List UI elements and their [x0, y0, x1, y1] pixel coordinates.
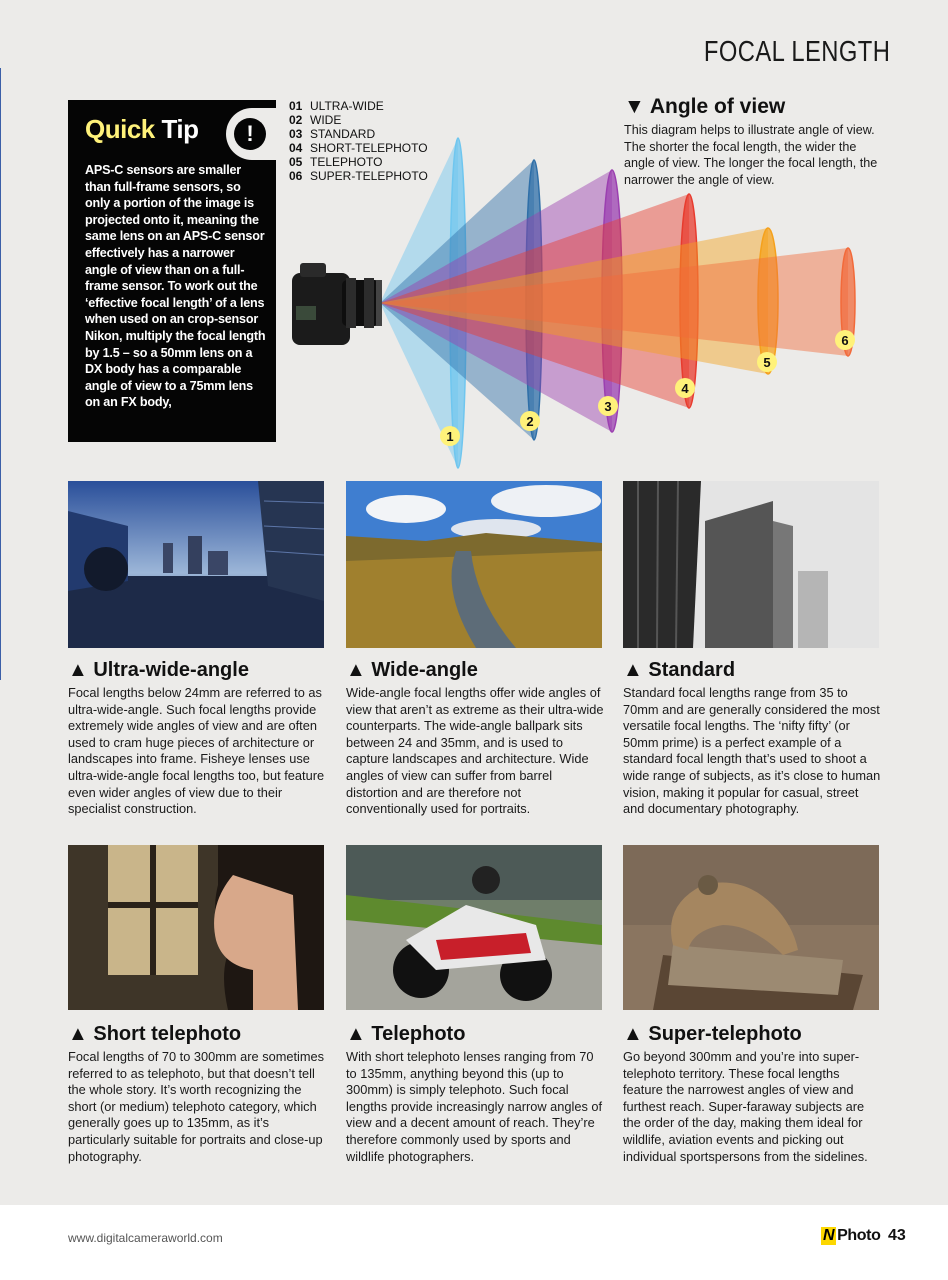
list-item: 06 SUPER-TELEPHOTO: [289, 168, 428, 183]
quick-tip-badge: [226, 108, 278, 160]
quick-tip-body: APS-C sensors are smaller than full-frame sensors, so only a portion of the image is projected onto it, meaning the same lens on an APS-C sensor effectively has a narrower angle of view than on a full-frame sensor. To work out the ‘effective focal length’ of a lens when used on an crop-sensor Nikon, multiply the focal length by 1.5 – so a 50mm lens on a DX body has a comparable angle of view to a 75mm lens on an FX body,: [85, 163, 266, 410]
lens-marker-label-2: 2: [526, 414, 534, 429]
quick-tip-title: [85, 114, 199, 145]
card-title-standard: ▲ Standard: [623, 659, 736, 681]
quick-tip-title-quick: Quick: [85, 114, 155, 144]
list-item: 04 SHORT-TELEPHOTO: [289, 140, 428, 155]
triangle-up-icon: ▲: [68, 1023, 88, 1045]
exclamation-icon: !: [234, 118, 266, 150]
photo-wide-angle: [346, 481, 602, 648]
photo-standard: [623, 481, 879, 648]
list-item: 01 ULTRA-WIDE: [289, 99, 384, 113]
triangle-down-icon: ▼: [624, 95, 645, 118]
lens-marker-label-3: 3: [604, 399, 612, 414]
triangle-up-icon: ▲: [623, 1023, 643, 1045]
triangle-up-icon: ▲: [623, 659, 643, 681]
angle-of-view-diagram: [280, 126, 880, 475]
card-title-telephoto: ▲ Telephoto: [346, 1023, 466, 1045]
camera-icon: [292, 263, 382, 345]
lens-marker-label-1: 1: [446, 429, 454, 444]
card-title-wide-angle: ▲ Wide-angle: [346, 659, 478, 681]
card-title-short-telephoto: ▲ Short telephoto: [68, 1023, 242, 1045]
list-item: 02 WIDE: [289, 112, 342, 127]
lens-marker-label-6: 6: [841, 333, 849, 348]
view-cones: [380, 138, 855, 468]
page-edge-rule: [0, 68, 1, 680]
angle-of-view-text: This diagram helps to illustrate angle of view. The shorter the focal length, the wider the angle of view. The longer the focal length, the narrower the angle of view.: [624, 123, 878, 187]
magazine-logo: N Photo: [823, 1227, 881, 1244]
card-text-ultra-wide: Focal lengths below 24mm are referred to as ultra-wide-angle. Such focal lengths provide extremely wide angles of view and are often used to cram huge pieces of architecture or landscapes into frame. Fisheye lenses use ultra-wide-angle focal lengths too, but feature even wider angles of view due to their specialist construction.: [68, 685, 325, 817]
card-title-ultra-wide: ▲ Ultra-wide-angle: [68, 659, 249, 681]
quick-tip-title-tip: Tip: [161, 114, 199, 144]
triangle-up-icon: ▲: [346, 659, 366, 681]
triangle-up-icon: ▲: [346, 1023, 366, 1045]
page-number: 43: [888, 1227, 906, 1244]
quick-tip-box: [68, 100, 276, 442]
card-title-super-telephoto: ▲ Super-telephoto: [623, 1023, 802, 1045]
lens-marker-label-4: 4: [681, 381, 689, 396]
card-text-wide-angle: Wide-angle focal lengths offer wide angles of view that aren’t as extreme as their ultra-wide counterparts. The wide-angle ballpark sits between 24 and 35mm, and is used to capture landscapes and architecture. Wide angles of view can suffer from barrel distortion and are therefore not conventionally used for portraits.: [346, 685, 604, 817]
list-item: 05 TELEPHOTO: [289, 154, 383, 169]
lens-marker-label-5: 5: [763, 355, 771, 370]
footer-website-link[interactable]: www.digitalcameraworld.com: [68, 1231, 223, 1245]
card-text-telephoto: With short telephoto lenses ranging from 70 to 135mm, anything beyond this (up to 300mm) is simply telephoto. Such focal lengths provide increasingly narrow angles of view and a decent amount of reach. They’re therefore commonly used by sports and wildlife photographers.: [346, 1049, 603, 1164]
photo-ultra-wide: [68, 481, 324, 648]
triangle-up-icon: ▲: [68, 659, 88, 681]
section-title: FOCAL LENGTH: [703, 36, 890, 68]
photo-short-telephoto: [68, 845, 324, 1010]
logo-n-mark: N: [823, 1227, 835, 1244]
angle-of-view-heading: ▼ Angle of view: [624, 95, 786, 118]
photo-super-telephoto: [623, 845, 879, 1010]
card-text-standard: Standard focal lengths range from 35 to 70mm and are generally considered the most versatile focal lengths. The ‘nifty fifty’ (or 50mm prime) is a perfect example of a standard focal length that’s used to shoot a wide range of subjects, as it’s close to human vision, making it popular for casual, street and documentary photography.: [623, 685, 881, 817]
card-text-short-telephoto: Focal lengths of 70 to 300mm are sometimes referred to as telephoto, but that doesn’t tell the whole story. It’s worth recognizing the short (or medium) telephoto category, which generally goes up to 135mm, as it’s particularly suitable for portraits and close-up photography.: [68, 1049, 325, 1164]
photo-telephoto: [346, 845, 602, 1010]
card-text-super-telephoto: Go beyond 300mm and you’re into super-telephoto territory. These focal lengths feature the narrowest angles of view and furthest reach. Super-faraway subjects are the order of the day, making them ideal for wildlife, aviation events and picking out individual sportspersons from the sidelines.: [623, 1049, 868, 1164]
list-item: 03 STANDARD: [289, 126, 376, 141]
